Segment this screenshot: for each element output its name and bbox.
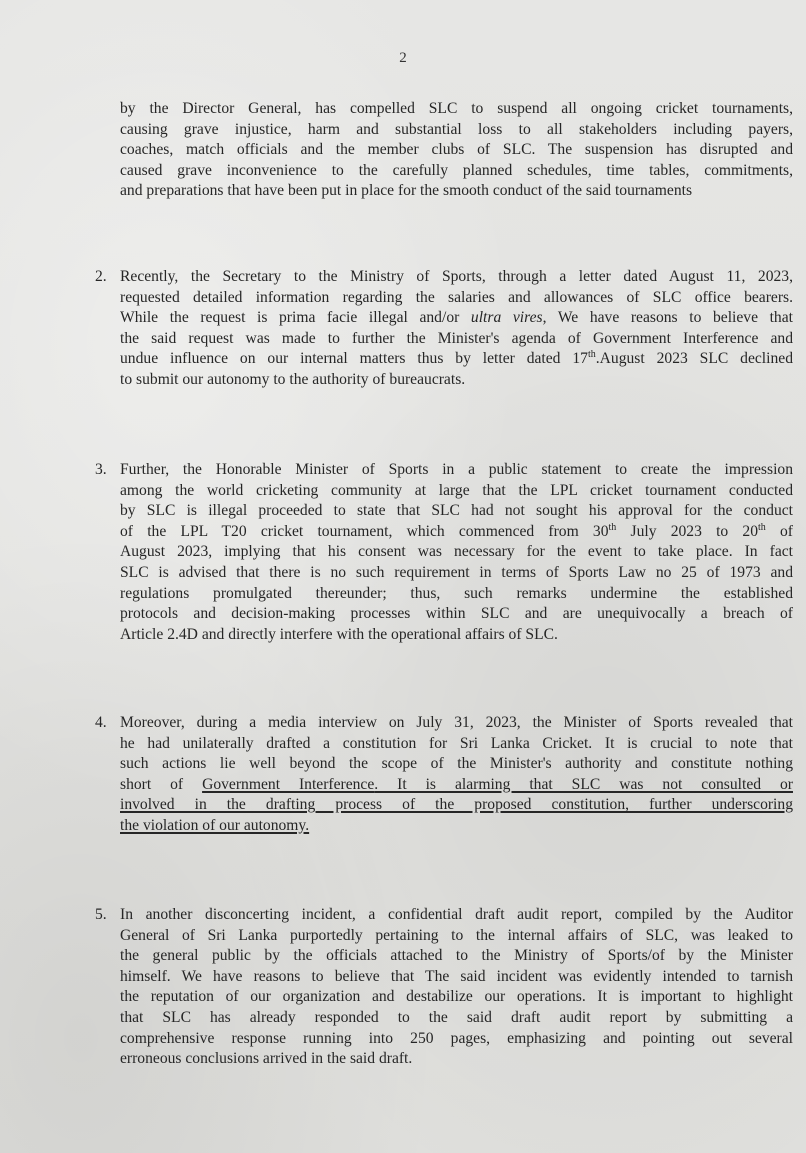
item-3-sup-1: th (608, 521, 617, 533)
item-number: 3. (95, 461, 107, 478)
item-5-line: himself. We have reasons to believe that The said incident was evidently intended to tarnish (120, 967, 793, 985)
item-5-line: General of Sri Lanka purportedly pertaining to the internal affairs of SLC, was leaked to (120, 926, 793, 944)
item-3-line-4 (120, 522, 793, 543)
page-number: 2 (399, 50, 407, 66)
intro-line: and preparations that have been put in place for the smooth conduct of the said tournaments (120, 182, 693, 200)
item-3-line: August 2023, implying that his consent was necessary for the event to take place. In fact (120, 543, 793, 561)
item-3-line: Further, the Honorable Minister of Sports in a public statement to create the impression (120, 461, 793, 478)
item-3-line: regulations promulgated thereunder; thus, such remarks undermine the established (120, 584, 793, 602)
item-4-line: Moreover, during a media interview on July 31, 2023, the Minister of Sports revealed that (120, 714, 793, 731)
item-2-line: requested detailed information regarding the salaries and allowances of SLC office bearers. (120, 288, 793, 306)
intro-line: by the Director General, has compelled SLC to suspend all ongoing cricket tournaments, (120, 100, 793, 117)
item-5-paragraph (120, 905, 793, 1070)
item-number: 4. (95, 714, 107, 731)
item-5-line: In another disconcerting incident, a confidential draft audit report, compiled by the Auditor (120, 906, 793, 923)
item-3-line-4-start: of the LPL T20 cricket tournament, which commenced from 30 (120, 522, 609, 540)
item-4-underlined-phrase: Government Interference (202, 775, 375, 793)
item-3-line: by SLC is illegal proceeded to state that SLC had not sought his approval for the conduct (120, 502, 793, 520)
item-2-line: the said request was made to further the Minister's agenda of Government Interference and (120, 329, 793, 347)
item-5-line: comprehensive response running into 250 pages, emphasizing and pointing out several (120, 1029, 793, 1047)
item-2-line-3-tail: , We have reasons to believe that (542, 309, 793, 327)
item-3-paragraph (120, 460, 793, 645)
intro-line: coaches, match officials and the member clubs of SLC. The suspension has disrupted and (120, 141, 793, 159)
item-3-line: protocols and decision-making processes within SLC and are unequivocally a breach of (120, 605, 793, 623)
item-3-sup-2: th (758, 521, 766, 533)
item-2-line-5-start: undue influence on our internal matters thus by letter dated 17 (120, 350, 588, 368)
item-2-line-5-tail: .August 2023 SLC declined (595, 350, 793, 368)
item-3-line: SLC is advised that there is no such requirement in terms of Sports Law no 25 of 1973 and (120, 563, 793, 581)
item-5-line: that SLC has already responded to the said draft audit report by submitting a (120, 1008, 793, 1026)
item-2-paragraph (120, 267, 793, 391)
item-4-line-4-start: short of (120, 775, 203, 793)
item-3-line: among the world cricketing community at large that the LPL cricket tournament conducted (120, 481, 793, 499)
item-4-line: he had unilaterally drafted a constitution for Sri Lanka Cricket. It is crucial to note that (120, 734, 793, 752)
item-2-line-5 (120, 349, 793, 370)
item-4-line-4-tail: . It is alarming that SLC was not consulted or (374, 775, 793, 793)
item-4-line: involved in the drafting process of the proposed constitution, further underscoring (120, 796, 793, 814)
item-3-line-4-tail: of (765, 522, 794, 540)
item-number: 2. (95, 268, 107, 285)
item-4-line: such actions lie well beyond the scope of the Minister's authority and constitute nothing (120, 755, 793, 773)
item-2-line-3-start: While the request is prima facie illegal and/or (120, 309, 471, 327)
item-2-line-3 (120, 308, 793, 329)
item-number: 5. (95, 906, 107, 923)
intro-line: causing grave injustice, harm and substantial loss to all stakeholders including payers, (120, 120, 793, 138)
item-5-line: the general public by the officials attached to the Ministry of Sports/of by the Minister (120, 947, 793, 965)
item-4-line: the violation of our autonomy. (120, 816, 310, 834)
item-3-line-4-mid: July 2023 to 20 (616, 522, 759, 540)
item-3-line: Article 2.4D and directly interfere with the operational affairs of SLC. (120, 625, 558, 643)
item-2-line: to submit our autonomy to the authority of bureaucrats. (120, 370, 466, 388)
item-2-sup: th (587, 349, 596, 361)
intro-paragraph (120, 99, 793, 202)
item-5-line: the reputation of our organization and destabilize our operations. It is important to highlight (120, 988, 793, 1006)
item-2-italic-phrase: ultra vires (470, 309, 543, 327)
item-4-line-4 (120, 775, 793, 796)
item-4-paragraph (120, 713, 793, 837)
intro-line: caused grave inconvenience to the carefully planned schedules, time tables, commitments, (120, 161, 793, 179)
item-2-line: Recently, the Secretary to the Ministry of Sports, through a letter dated August 11, 2023, (120, 268, 793, 285)
item-5-line: erroneous conclusions arrived in the said draft. (120, 1050, 413, 1068)
